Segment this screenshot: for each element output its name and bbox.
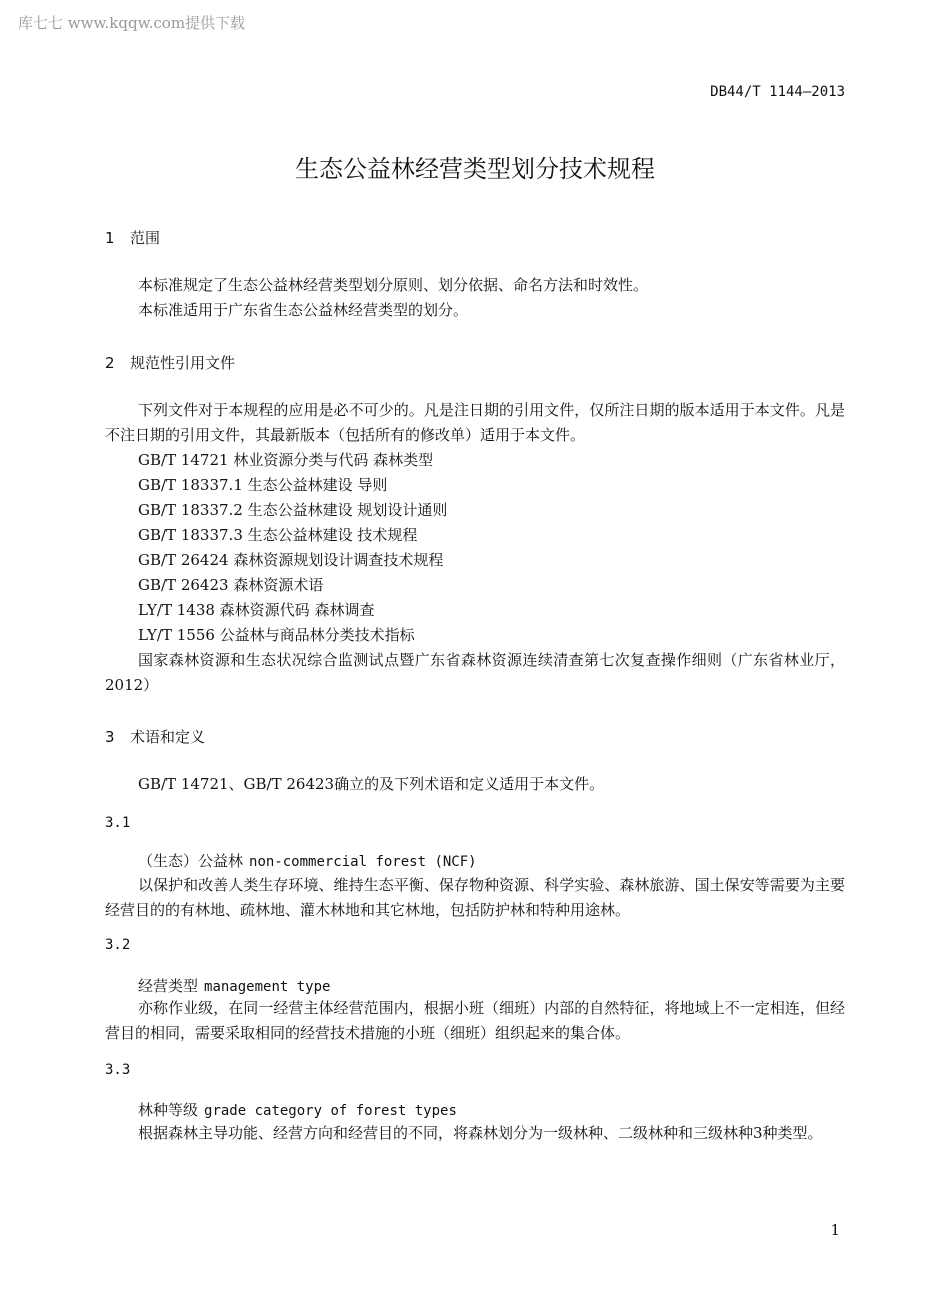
reference-item: GB/T 18337.3 生态公益林建设 技术规程 bbox=[138, 526, 418, 544]
section-1-para-1: 本标准规定了生态公益林经营类型划分原则、划分依据、命名方法和时效性。 bbox=[138, 276, 649, 294]
term-english: non-commercial forest (NCF) bbox=[249, 854, 477, 870]
section-3-intro: GB/T 14721、GB/T 26423确立的及下列术语和定义适用于本文件。 bbox=[138, 775, 605, 793]
document-title: 生态公益林经营类型划分技术规程 bbox=[295, 155, 655, 183]
term-definition: 以保护和改善人类生存环境、维持生态平衡、保存物种资源、科学实验、森林旅游、国土保安等需要为主要经营目的的有林地、疏林地、灌木林地和其它林地，包括防护林和特种用途林。 bbox=[105, 876, 845, 919]
term-english: grade category of forest types bbox=[204, 1103, 457, 1119]
reference-item: LY/T 1438 森林资源代码 森林调查 bbox=[138, 601, 375, 619]
section-1-heading bbox=[105, 227, 160, 248]
section-title: 范围 bbox=[130, 229, 161, 247]
section-title: 规范性引用文件 bbox=[130, 354, 236, 372]
reference-item: GB/T 26424 森林资源规划设计调查技术规程 bbox=[138, 551, 444, 569]
section-number: 3 bbox=[105, 728, 115, 746]
reference-item-long: 国家森林资源和生态状况综合监测试点暨广东省森林资源连续清查第七次复查操作细则（广东省林业厅，2012） bbox=[105, 651, 845, 694]
clause-number: 3.2 bbox=[105, 937, 131, 953]
section-2-intro: 下列文件对于本规程的应用是必不可少的。凡是注日期的引用文件，仅所注日期的版本适用于本文件。凡是不注日期的引用文件，其最新版本（包括所有的修改单）适用于本文件。 bbox=[105, 401, 845, 444]
reference-item: GB/T 26423 森林资源术语 bbox=[138, 576, 324, 594]
term-heading bbox=[138, 975, 330, 996]
reference-item: GB/T 18337.2 生态公益林建设 规划设计通则 bbox=[138, 501, 448, 519]
reference-item: GB/T 14721 林业资源分类与代码 森林类型 bbox=[138, 451, 434, 469]
term-heading bbox=[138, 1099, 457, 1120]
reference-item: LY/T 1556 公益林与商品林分类技术指标 bbox=[138, 626, 415, 644]
term-heading bbox=[138, 850, 477, 871]
standard-number: DB44/T 1144—2013 bbox=[710, 84, 845, 100]
term-definition: 亦称作业级，在同一经营主体经营范围内，根据小班（细班）内部的自然特征，将地域上不一定相连，但经营目的相同，需要采取相同的经营技术措施的小班（细班）组织起来的集合体。 bbox=[105, 999, 845, 1042]
section-title: 术语和定义 bbox=[130, 728, 206, 746]
clause-number: 3.1 bbox=[105, 815, 131, 831]
term-chinese: 林种等级 bbox=[138, 1101, 199, 1119]
section-number: 1 bbox=[105, 229, 115, 247]
section-2-heading bbox=[105, 352, 235, 373]
term-chinese: （生态）公益林 bbox=[138, 852, 244, 870]
section-number: 2 bbox=[105, 354, 115, 372]
section-3-heading bbox=[105, 726, 205, 747]
term-chinese: 经营类型 bbox=[138, 977, 199, 995]
term-english: management type bbox=[204, 979, 331, 995]
clause-number: 3.3 bbox=[105, 1062, 131, 1078]
section-1-para-2: 本标准适用于广东省生态公益林经营类型的划分。 bbox=[138, 301, 469, 319]
term-definition: 根据森林主导功能、经营方向和经营目的不同，将森林划分为一级林种、二级林种和三级林种3种类型。 bbox=[138, 1124, 823, 1142]
watermark: 库七七 www.kqqw.com提供下载 bbox=[18, 14, 246, 32]
reference-item: GB/T 18337.1 生态公益林建设 导则 bbox=[138, 476, 388, 494]
page-number: 1 bbox=[830, 1221, 840, 1239]
